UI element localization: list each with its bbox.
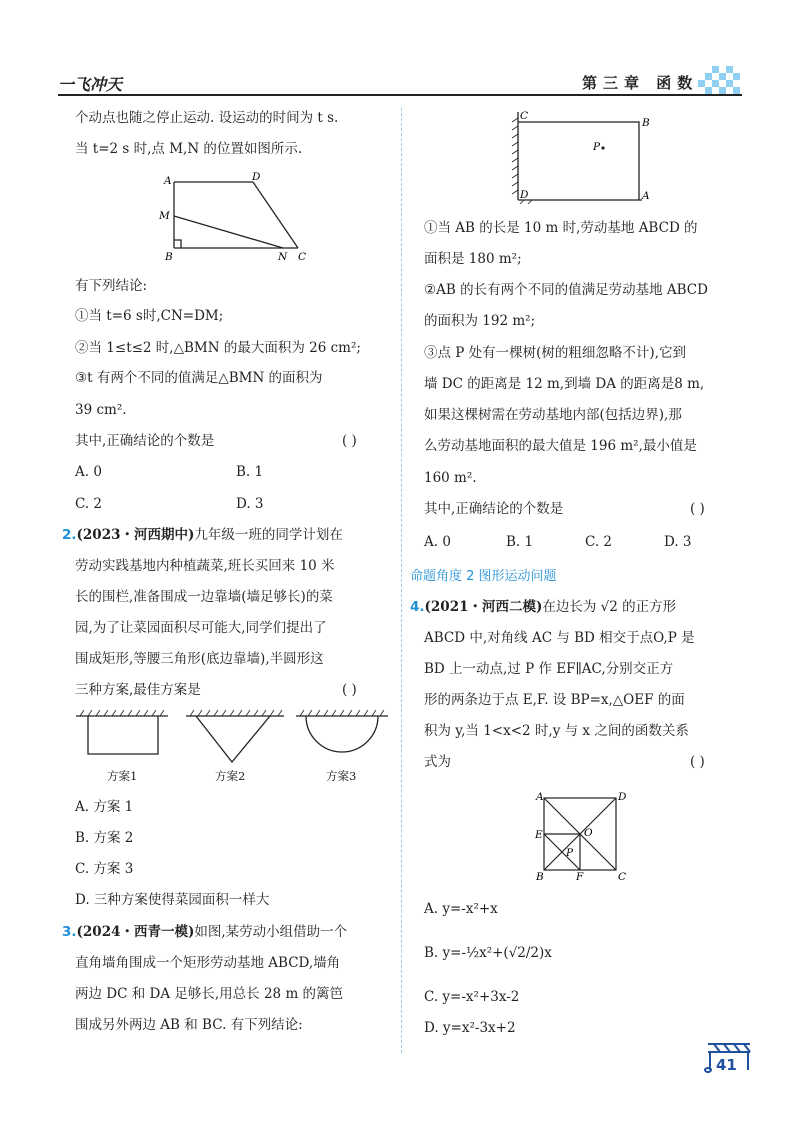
q4-square-figure xyxy=(530,790,630,884)
q4-label-C: C xyxy=(618,871,627,883)
q4-line2: ABCD 中,对角线 AC 与 BD 相交于点O,P 是 xyxy=(424,630,695,646)
q3-conclusion-3b: 墙 DC 的距离是 12 m,到墙 DA 的距离是8 m, xyxy=(424,376,705,392)
q2-line2: 劳动实践基地内种植蔬菜,班长买回来 10 米 xyxy=(75,558,335,574)
q1-option-d[interactable]: D. 3 xyxy=(236,496,264,512)
q4-line1: 在边长为 √2 的正方形 xyxy=(542,599,677,615)
q1-label-C: C xyxy=(298,251,307,262)
q1-option-b[interactable]: B. 1 xyxy=(236,464,264,480)
q2-scheme3-caption: 方案3 xyxy=(326,769,357,783)
q4-label-A: A xyxy=(536,791,544,803)
q1-option-a[interactable]: A. 0 xyxy=(75,464,102,480)
q1-line1: 个动点也随之停止运动. 设运动的时间为 t s. xyxy=(75,110,339,126)
q3-option-a[interactable]: A. 0 xyxy=(424,534,451,550)
q3-label-A: A xyxy=(642,190,650,202)
q2-scheme1-caption: 方案1 xyxy=(107,769,138,783)
q3-option-c[interactable]: C. 2 xyxy=(585,534,613,550)
chapter-title: 第三章 函数 xyxy=(582,74,699,92)
q3-line4: 围成另外两边 AB 和 BC. 有下列结论: xyxy=(75,1017,303,1033)
column-divider xyxy=(401,108,402,1053)
q1-conclusion-2: ②当 1≤t≤2 时,△BMN 的最大面积为 26 cm²; xyxy=(75,340,361,356)
q3-header xyxy=(62,922,347,942)
checker-decoration xyxy=(698,66,744,94)
q2-option-b[interactable]: B. 方案 2 xyxy=(75,830,134,846)
q4-line4: 形的两条边于点 E,F. 设 BP=x,△OEF 的面 xyxy=(424,692,685,708)
q2-line1: 九年级一班的同学计划在 xyxy=(194,527,343,543)
q3-conclusion-2a: ②AB 的长有两个不同的值满足劳动基地 ABCD xyxy=(424,282,708,298)
q3-conclusion-1b: 面积是 180 m²; xyxy=(424,251,522,267)
q2-answer-paren[interactable]: ( ) xyxy=(342,682,357,698)
q4-line5: 积为 y,当 1<x<2 时,y 与 x 之间的函数关系 xyxy=(424,723,689,739)
q4-option-d[interactable]: D. y=x²-3x+2 xyxy=(424,1020,516,1036)
q3-conclusion-3c: 如果这棵树需在劳动基地内部(包括边界),那 xyxy=(424,407,682,423)
q3-conclusion-3d: 么劳动基地面积的最大值是 196 m²,最小值是 xyxy=(424,438,697,454)
q4-number: 4. xyxy=(410,599,425,615)
q1-conclusion-1: ①当 t=6 s时,CN=DM; xyxy=(75,308,224,324)
q3-question: 其中,正确结论的个数是 xyxy=(424,501,564,517)
q1-conclusions-intro: 有下列结论: xyxy=(75,278,148,294)
brand-logo: 一飞冲天 xyxy=(58,75,123,94)
q2-header xyxy=(62,525,343,545)
q4-label-F: F xyxy=(576,871,584,883)
q3-number: 3. xyxy=(62,924,77,940)
q3-conclusion-1a: ①当 AB 的长是 10 m 时,劳动基地 ABCD 的 xyxy=(424,220,698,236)
q3-source: (2024・西青一模) xyxy=(76,924,195,940)
q4-label-D: D xyxy=(618,791,627,803)
q2-line5: 围成矩形,等腰三角形(底边靠墙),半圆形这 xyxy=(75,651,324,667)
q3-answer-paren[interactable]: ( ) xyxy=(690,501,705,517)
q4-header xyxy=(410,597,676,617)
q4-option-c[interactable]: C. y=-x²+3x-2 xyxy=(424,989,520,1005)
q2-option-c[interactable]: C. 方案 3 xyxy=(75,861,134,877)
page-number: 41 xyxy=(716,1056,737,1074)
q2-option-d[interactable]: D. 三种方案使得菜园面积一样大 xyxy=(75,892,270,908)
q4-label-B: B xyxy=(536,871,544,883)
q4-label-E: E xyxy=(535,829,543,841)
q3-label-P: P xyxy=(593,141,601,153)
q2-line3: 长的围栏,准备围成一边靠墙(墙足够长)的菜 xyxy=(75,589,333,605)
q4-label-O: O xyxy=(584,827,593,839)
q1-label-A: A xyxy=(164,175,172,187)
q3-rectangle-figure xyxy=(508,108,663,204)
q4-answer-paren[interactable]: ( ) xyxy=(690,754,705,770)
q3-option-d[interactable]: D. 3 xyxy=(664,534,692,550)
q3-conclusion-2b: 的面积为 192 m²; xyxy=(424,313,536,329)
q4-line6: 式为 xyxy=(424,754,451,770)
q4-line3: BD 上一动点,过 P 作 EF∥AC,分别交正方 xyxy=(424,661,674,677)
q4-label-P: P xyxy=(566,847,574,859)
q1-question: 其中,正确结论的个数是 xyxy=(75,433,215,449)
q1-label-N: N xyxy=(278,251,288,262)
q3-conclusion-3e: 160 m². xyxy=(424,470,477,486)
q4-option-b[interactable]: B. y=-½x²+(√2/2)x xyxy=(424,945,552,961)
q1-trapezoid-figure xyxy=(150,168,315,262)
q1-conclusion-3b: 39 cm². xyxy=(75,402,127,418)
header-rule xyxy=(58,94,742,96)
q3-option-b[interactable]: B. 1 xyxy=(506,534,534,550)
q1-label-M: M xyxy=(159,210,170,222)
q4-option-a[interactable]: A. y=-x²+x xyxy=(424,901,498,917)
q2-line6: 三种方案,最佳方案是 xyxy=(75,682,201,698)
q3-label-C: C xyxy=(520,110,529,122)
q1-answer-paren[interactable]: ( ) xyxy=(342,433,357,449)
q1-label-B: B xyxy=(165,251,173,262)
q3-label-D: D xyxy=(520,189,529,201)
q1-line2: 当 t=2 s 时,点 M,N 的位置如图所示. xyxy=(75,141,303,157)
q4-source: (2021・河西二模) xyxy=(424,599,543,615)
q3-line3: 两边 DC 和 DA 足够长,用总长 28 m 的篱笆 xyxy=(75,986,344,1002)
q3-label-B: B xyxy=(642,117,650,129)
q3-conclusion-3a: ③点 P 处有一棵树(树的粗细忽略不计),它到 xyxy=(424,345,686,361)
q2-source: (2023・河西期中) xyxy=(76,527,195,543)
q3-line2: 直角墙角围成一个矩形劳动基地 ABCD,墙角 xyxy=(75,955,341,971)
q2-option-a[interactable]: A. 方案 1 xyxy=(75,799,134,815)
q2-scheme2-caption: 方案2 xyxy=(215,769,246,783)
section-heading: 命题角度 2 图形运动问题 xyxy=(410,569,557,584)
q3-line1: 如图,某劳动小组借助一个 xyxy=(194,924,348,940)
q1-option-c[interactable]: C. 2 xyxy=(75,496,103,512)
q2-line4: 园,为了让菜园面积尽可能大,同学们提出了 xyxy=(75,620,327,636)
q1-conclusion-3a: ③t 有两个不同的值满足△BMN 的面积为 xyxy=(75,370,323,386)
q1-label-D: D xyxy=(252,171,261,183)
q2-number: 2. xyxy=(62,527,77,543)
